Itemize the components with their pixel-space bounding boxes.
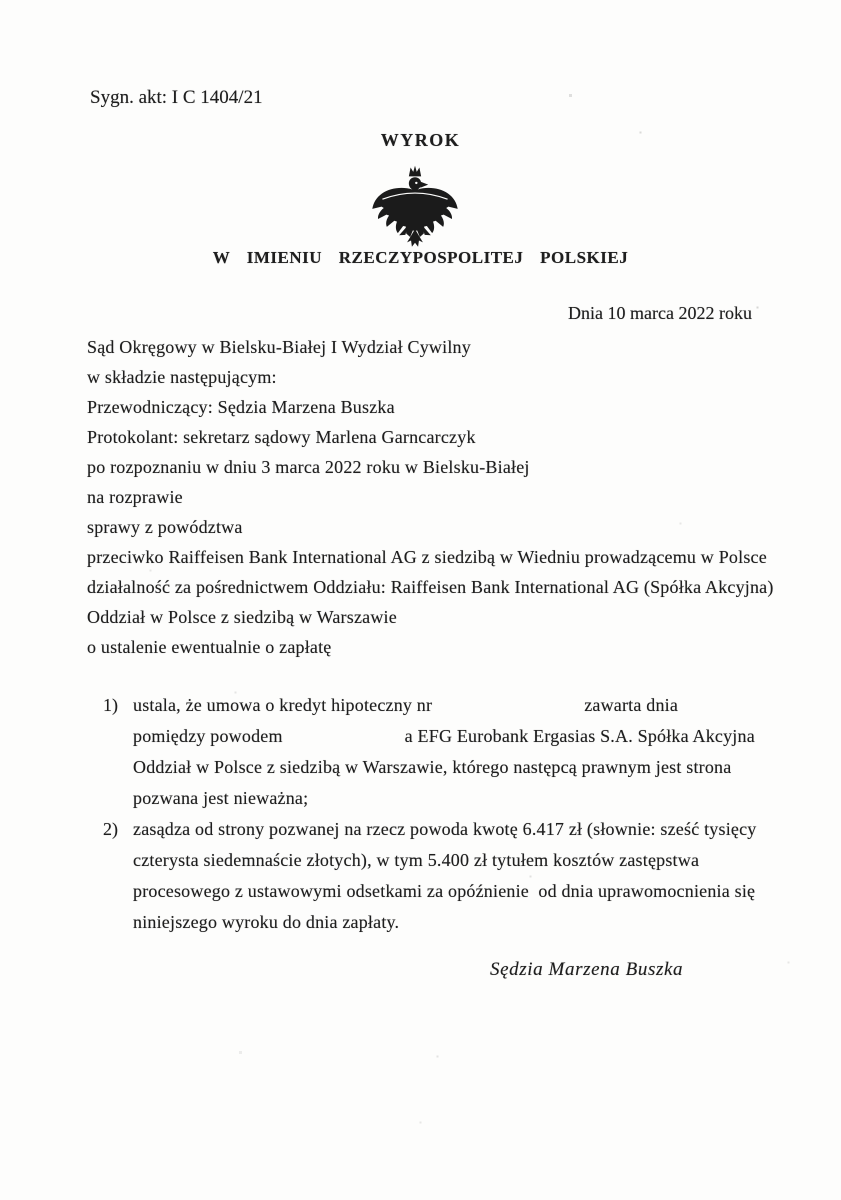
intro-line: po rozpoznaniu w dniu 3 marca 2022 roku w Bielsku-Białej — [87, 457, 530, 477]
intro-lines — [87, 332, 787, 662]
ruling-line — [133, 721, 783, 752]
judgment-date: Dnia 10 marca 2022 roku — [568, 303, 752, 323]
ruling-text: zasądza od strony pozwanej na rzecz powoda kwotę 6.417 zł (słownie: sześć tysięcy — [133, 819, 757, 839]
ruling-item — [103, 814, 783, 938]
intro-line: w składzie następującym: — [87, 367, 277, 387]
polish-eagle-emblem — [371, 164, 459, 252]
intro-line: na rozprawie — [87, 487, 183, 507]
rulings — [103, 690, 783, 938]
ruling-text: Oddział w Polsce z siedzibą w Warszawie, którego następcą prawnym jest strona — [133, 757, 732, 777]
scan-noise — [0, 0, 1, 1]
ruling-line — [133, 690, 783, 721]
ruling-text: pomiędzy powodem — [133, 726, 283, 746]
intro-line: przeciwko Raiffeisen Bank International AG z siedzibą w Wiedniu prowadzącemu w Polsce — [87, 547, 767, 567]
ruling-line — [133, 752, 783, 783]
ruling-text: a EFG Eurobank Ergasias S.A. Spółka Akcyjna — [404, 726, 755, 746]
ruling-item — [103, 690, 783, 814]
intro-line: Oddział w Polsce z siedzibą w Warszawie — [87, 607, 397, 627]
ruling-line — [133, 907, 783, 938]
case-number: Sygn. akt: I C 1404/21 — [90, 87, 263, 108]
redacted-text — [283, 740, 405, 742]
intro-line: sprawy z powództwa — [87, 517, 243, 537]
judgment-title: WYROK — [380, 130, 461, 150]
judgment-subtitle: W IMIENIU RZECZYPOSPOLITEJ POLSKIEJ — [212, 248, 629, 267]
intro-line: Sąd Okręgowy w Bielsku-Białej I Wydział Cywilny — [87, 337, 471, 357]
ruling-text: procesowego z ustawowymi odsetkami za opóźnienie od dnia uprawomocnienia się — [133, 881, 756, 901]
intro-line: o ustalenie ewentualnie o zapłatę — [87, 637, 332, 657]
ruling-number: 1) — [103, 695, 118, 715]
ruling-number: 2) — [103, 819, 118, 839]
ruling-text: niniejszego wyroku do dnia zapłaty. — [133, 912, 400, 932]
ruling-text: ustala, że umowa o kredyt hipoteczny nr — [133, 695, 433, 715]
ruling-line — [133, 783, 783, 814]
ruling-text: zawarta dnia — [584, 695, 679, 715]
intro-line: Przewodniczący: Sędzia Marzena Buszka — [87, 397, 395, 417]
intro-line: działalność za pośrednictwem Oddziału: Raiffeisen Bank International AG (Spółka Akcyjna) — [87, 577, 774, 597]
intro-line: Protokolant: sekretarz sądowy Marlena Garncarczyk — [87, 427, 476, 447]
ruling-text: pozwana jest nieważna; — [133, 788, 309, 808]
redacted-text — [432, 709, 584, 711]
ruling-line — [133, 814, 783, 845]
ruling-line — [133, 876, 783, 907]
ruling-text: czterysta siedemnaście złotych), w tym 5.400 zł tytułem kosztów zastępstwa — [133, 850, 700, 870]
judge-signature: Sędzia Marzena Buszka — [490, 959, 684, 980]
ruling-line — [133, 845, 783, 876]
